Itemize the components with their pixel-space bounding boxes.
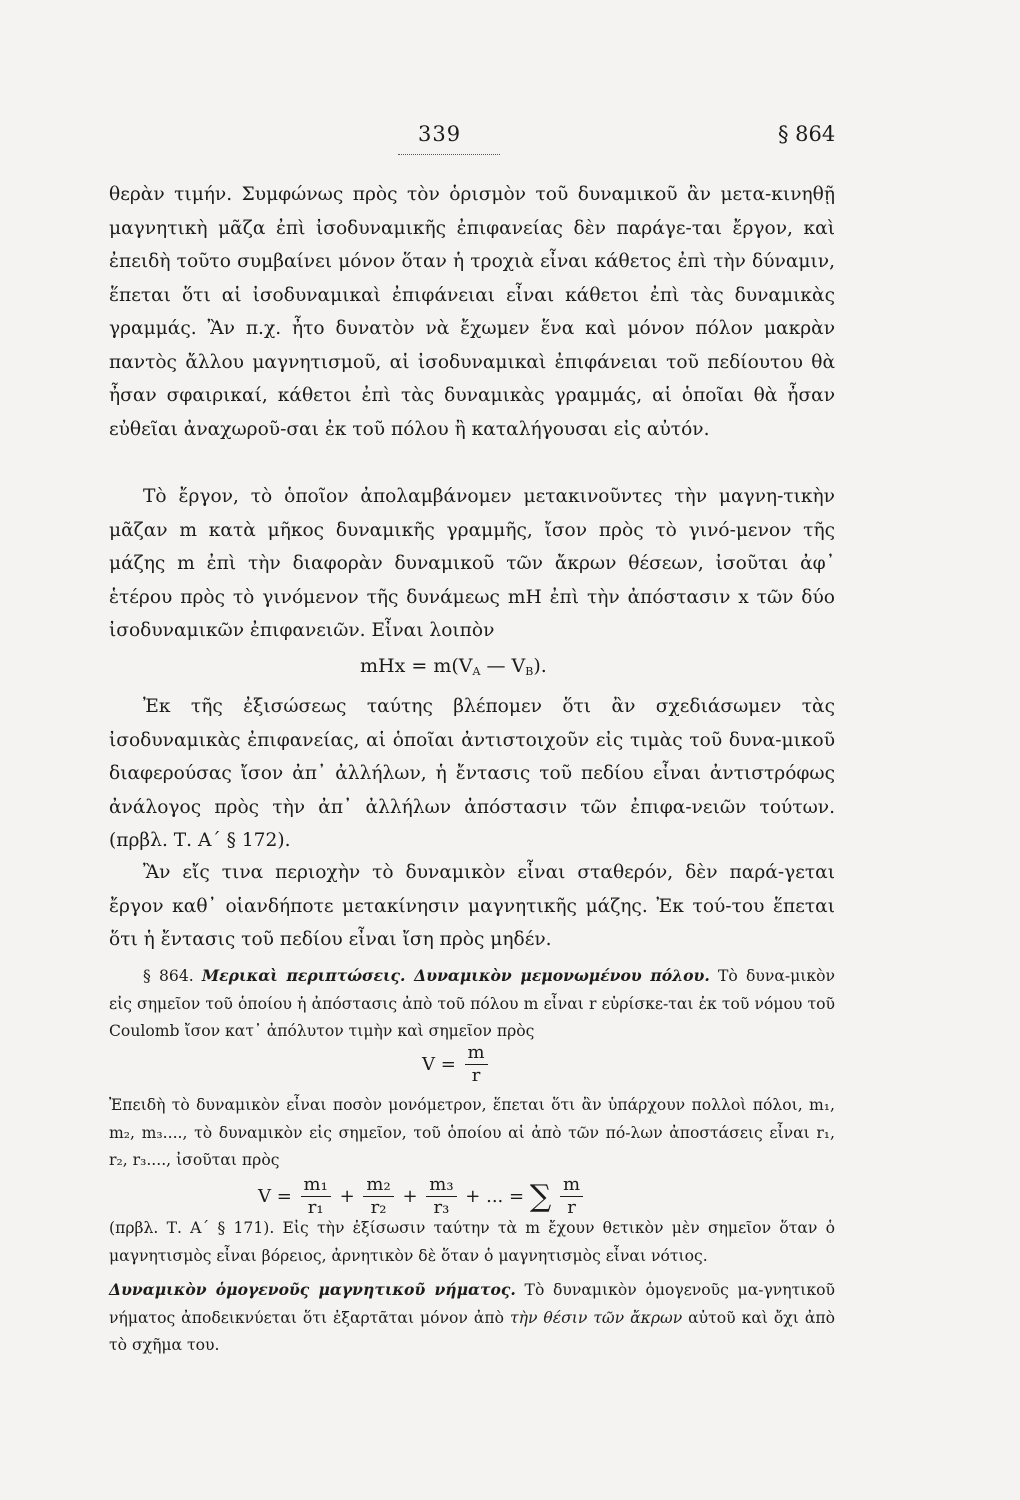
plus-sign: + xyxy=(339,1186,355,1207)
subsection-text-2: αὐτοῦ καὶ ὄχι ἀπὸ τὸ σχῆμα του. xyxy=(109,1308,835,1354)
subscript-b: B xyxy=(525,665,534,678)
fraction-denominator: r xyxy=(471,1065,481,1086)
formula-sum-potential xyxy=(258,1174,586,1219)
section-864-title: Μερικαὶ περιπτώσεις. Δυναμικὸν μεμονωμένου πόλου. xyxy=(201,966,710,985)
text-block-4 xyxy=(109,856,835,957)
fraction-3-numerator: m₃ xyxy=(426,1174,456,1197)
formula-2-lhs: V = xyxy=(422,1054,456,1075)
small-paragraph-2: (πρβλ. Τ. Α΄ § 171). Εἰς τὴν ἐξίσωσιν ταύτην τὰ m ἔχουν θετικὸν μὲν σημεῖον ὅταν ὁ μαγνητισμὸς εἶναι βόρειος, ἀρνητικὸν δὲ ὅταν ὁ μαγνητισμὸς εἶναι νότιος. xyxy=(109,1219,835,1265)
fraction-2-numerator: m₂ xyxy=(363,1174,393,1197)
formula-rhs-prefix: m(V xyxy=(433,655,473,677)
formula-3-lhs: V = xyxy=(258,1186,292,1207)
formula-close: ). xyxy=(533,655,547,677)
formula-single-pole-potential xyxy=(422,1042,491,1087)
subsection-block xyxy=(109,1276,835,1360)
formula-minus: — V xyxy=(486,655,526,677)
header-rule xyxy=(398,154,500,155)
page-number: 339 xyxy=(418,122,462,146)
text-block-2 xyxy=(109,480,835,648)
fraction-2 xyxy=(363,1174,393,1219)
fraction-3 xyxy=(426,1174,456,1219)
small-text-block-2 xyxy=(109,1215,835,1270)
equals-sign: = xyxy=(411,655,428,677)
plus-sign: + xyxy=(402,1186,418,1207)
formula-lhs: mHx xyxy=(360,655,406,677)
subsection-title: Δυναμικὸν ὁμογενοῦς μαγνητικοῦ νήματος. xyxy=(109,1280,516,1299)
section-864-text: Τὸ δυνα-μικὸν εἰς σημεῖον τοῦ ὁποίου ἡ ἀπόστασις ἀπὸ τοῦ πόλου m εἶναι r εὑρίσκε-ται ἐκ τοῦ νόμου τοῦ Coulomb ἴσον κατ᾽ ἀπόλυτον τιμὴν καὶ σημεῖον πρὸς xyxy=(109,967,835,1040)
subsection-paragraph xyxy=(109,1276,835,1360)
section-864-block xyxy=(109,962,835,1046)
fraction-4 xyxy=(560,1174,583,1219)
sigma-symbol: ∑ xyxy=(529,1179,552,1214)
fraction-numerator: m xyxy=(465,1042,488,1065)
fraction-1-numerator: m₁ xyxy=(301,1174,331,1197)
subscript-a: A xyxy=(472,665,481,678)
text-block-1 xyxy=(109,178,835,446)
small-text-block-1 xyxy=(109,1092,835,1175)
section-864-paragraph xyxy=(109,962,835,1046)
fraction-4-numerator: m xyxy=(560,1174,583,1197)
section-864-number: § 864. xyxy=(143,967,194,985)
subsection-text-1: Τὸ δυναμικὸν ὁμογενοῦς μα-γνητικοῦ νήματος ἀποδεικνύεται ὅτι ἐξαρτᾶται μόνον ἀπὸ xyxy=(109,1281,835,1327)
paragraph-1: θερὰν τιμήν. Συμφώνως πρὸς τὸν ὁρισμὸν τοῦ δυναμικοῦ ἂν μετα-κινηθῇ μαγνητικὴ μᾶζα ἐπὶ ἰσοδυναμικῆς ἐπιφανείας δὲν παράγε-ται ἔργον, καὶ ἐπειδὴ τοῦτο συμβαίνει μόνον ὅταν ἡ τροχιὰ εἶναι κάθετος ἐπὶ τὴν δύναμιν, ἕπεται ὅτι αἱ ἰσοδυναμικαὶ ἐπιφάνειαι εἶναι κάθετοι ἐπὶ τὰς δυναμικὰς γραμμάς. Ἂν π.χ. ἦτο δυνατὸν νὰ ἔχωμεν ἕνα καὶ μόνον πόλον μακρὰν παντὸς ἄλλου μαγνητισμοῦ, αἱ ἰσοδυναμικαὶ ἐπιφάνειαι τοῦ πεδίουτου θὰ ἦσαν σφαιρικαί, κάθετοι ἐπὶ τὰς δυναμικὰς γραμμάς, αἱ ὁποῖαι θὰ ἦσαν εὐθεῖαι ἀναχωροῦ-σαι ἐκ τοῦ πόλου ἢ καταλήγουσαι εἰς αὐτόν. xyxy=(109,184,835,440)
text-block-3 xyxy=(109,690,835,858)
page-header xyxy=(0,122,1020,162)
subsection-italic: τὴν θέσιν τῶν ἄκρων xyxy=(509,1308,683,1327)
section-reference: § 864 xyxy=(778,122,836,146)
formula-work-equation xyxy=(360,655,547,678)
fraction-1-denominator: r₁ xyxy=(307,1197,324,1218)
small-paragraph-1: Ἐπειδὴ τὸ δυναμικὸν εἶναι ποσὸν μονόμετρον, ἕπεται ὅτι ἂν ὑπάρχουν πολλοὶ πόλοι, m₁, m₂, m₃...., τὸ δυναμικὸν εἰς σημεῖον, τοῦ ὁποίου αἱ ἀπὸ τῶν πό-λων ἀποστάσεις εἶναι r₁, r₂, r₃...., ἰσοῦται πρὸς xyxy=(109,1096,835,1169)
fraction-3-denominator: r₃ xyxy=(433,1197,450,1218)
paragraph-2: Τὸ ἔργον, τὸ ὁποῖον ἀπολαμβάνομεν μετακινοῦντες τὴν μαγνη-τικὴν μᾶζαν m κατὰ μῆκος δυναμικῆς γραμμῆς, ἴσον πρὸς τὸ γινό-μενον τῆς μάζης m ἐπὶ τὴν διαφορὰν δυναμικοῦ τῶν ἄκρων θέσεων, ἰσοῦται ἀφ᾽ ἑτέρου πρὸς τὸ γινόμενον τῆς δυνάμεως mH ἐπὶ τὴν ἀπόστασιν x τῶν δύο ἰσοδυναμικῶν ἐπιφανειῶν. Εἶναι λοιπὸν xyxy=(109,486,835,641)
paragraph-3: Ἐκ τῆς ἐξισώσεως ταύτης βλέπομεν ὅτι ἂν σχεδιάσωμεν τὰς ἰσοδυναμικὰς ἐπιφανείας, αἱ ὁποῖαι ἀντιστοιχοῦν εἰς τιμὰς τοῦ δυνα-μικοῦ διαφερούσας ἴσον ἀπ᾽ ἀλλήλων, ἡ ἔντασις τοῦ πεδίου εἶναι ἀντιστρόφως ἀνάλογος πρὸς τὴν ἀπ᾽ ἀλλήλων ἀπόστασιν τῶν ἐπιφα-νειῶν τούτων. (πρβλ. Τ. Α΄ § 172). xyxy=(109,696,835,851)
fraction-1 xyxy=(301,1174,331,1219)
fraction-2-denominator: r₂ xyxy=(370,1197,387,1218)
fraction-m-over-r xyxy=(465,1042,488,1087)
formula-tail: + ... = xyxy=(465,1186,525,1207)
fraction-4-denominator: r xyxy=(567,1197,576,1218)
paragraph-4: Ἂν εἴς τινα περιοχὴν τὸ δυναμικὸν εἶναι σταθερόν, δὲν παρά-γεται ἔργον καθ᾽ οἱανδήποτε μετακίνησιν μαγνητικῆς μάζης. Ἐκ τού-του ἕπεται ὅτι ἡ ἔντασις τοῦ πεδίου εἶναι ἴση πρὸς μηδέν. xyxy=(109,862,835,950)
